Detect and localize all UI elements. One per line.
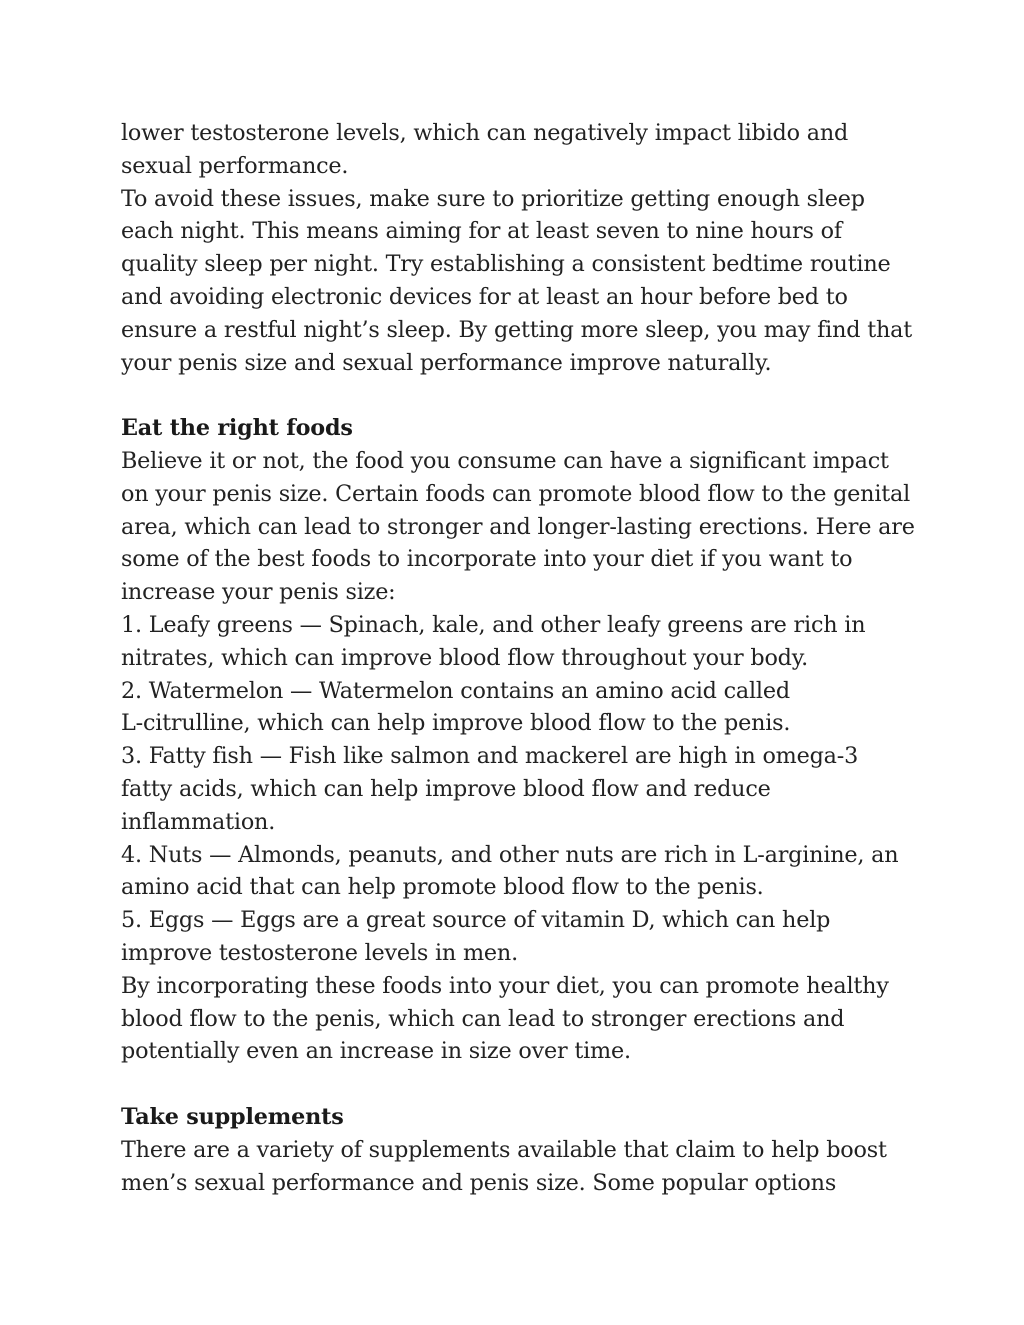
- text-line: L-citrulline, which can help improve blood flow to the penis.: [121, 710, 791, 737]
- text-line: quality sleep per night. Try establishing a consistent bedtime routine: [121, 251, 891, 278]
- list-item-fatty-fish: [121, 740, 921, 838]
- text-line: and avoiding electronic devices for at least an hour before bed to: [121, 283, 848, 310]
- list-item-eggs: [121, 904, 921, 970]
- heading-text: Eat the right foods: [121, 415, 353, 442]
- text-line: blood flow to the penis, which can lead to stronger erections and: [121, 1005, 845, 1032]
- text-line: To avoid these issues, make sure to prioritize getting enough sleep: [121, 185, 865, 212]
- text-line: area, which can lead to stronger and longer-lasting erections. Here are: [121, 513, 915, 540]
- text-line: Believe it or not, the food you consume can have a significant impact: [121, 447, 889, 474]
- paragraph-foods-conclusion: [121, 970, 921, 1068]
- text-line: some of the best foods to incorporate into your diet if you want to: [121, 546, 853, 573]
- text-line: sexual performance.: [121, 152, 349, 179]
- text-line: ensure a restful night’s sleep. By getting more sleep, you may find that: [121, 316, 912, 343]
- text-line: on your penis size. Certain foods can promote blood flow to the genital: [121, 480, 911, 507]
- text-line: your penis size and sexual performance improve naturally.: [121, 349, 772, 376]
- text-line: lower testosterone levels, which can negatively impact libido and: [121, 120, 849, 146]
- paragraph-gap: [121, 379, 921, 412]
- text-line: 5. Eggs — Eggs are a great source of vitamin D, which can help: [121, 907, 831, 934]
- paragraph-supplements-intro: [121, 1134, 921, 1200]
- text-line: nitrates, which can improve blood flow throughout your body.: [121, 644, 809, 671]
- list-item-watermelon: [121, 675, 921, 741]
- text-line: fatty acids, which can help improve blood flow and reduce: [121, 775, 771, 802]
- text-line: potentially even an increase in size over time.: [121, 1038, 631, 1065]
- text-line: amino acid that can help promote blood flow to the penis.: [121, 874, 764, 901]
- paragraph-foods-intro: [121, 445, 921, 609]
- list-item-leafy-greens: [121, 609, 921, 675]
- text-line: There are a variety of supplements available that claim to help boost: [121, 1136, 887, 1163]
- paragraph-sleep-advice: [121, 183, 921, 380]
- heading-text: Take supplements: [121, 1103, 344, 1130]
- text-line: men’s sexual performance and penis size. Some popular options: [121, 1169, 837, 1196]
- text-line: 3. Fatty fish — Fish like salmon and mackerel are high in omega-3: [121, 743, 859, 770]
- text-line: increase your penis size:: [121, 579, 396, 606]
- text-line: 4. Nuts — Almonds, peanuts, and other nuts are rich in L-arginine, an: [121, 841, 899, 868]
- section-heading-foods: [121, 412, 921, 445]
- text-line: By incorporating these foods into your diet, you can promote healthy: [121, 972, 889, 999]
- text-line: 2. Watermelon — Watermelon contains an amino acid called: [121, 677, 790, 704]
- text-line: 1. Leafy greens — Spinach, kale, and other leafy greens are rich in: [121, 611, 866, 638]
- text-line: each night. This means aiming for at least seven to nine hours of: [121, 218, 842, 245]
- section-heading-supplements: [121, 1101, 921, 1134]
- text-line: improve testosterone levels in men.: [121, 939, 518, 966]
- list-item-nuts: [121, 839, 921, 905]
- paragraph-testosterone-continuation: [121, 117, 921, 183]
- document-page: [121, 117, 921, 1199]
- paragraph-gap: [121, 1068, 921, 1101]
- text-line: inflammation.: [121, 808, 276, 835]
